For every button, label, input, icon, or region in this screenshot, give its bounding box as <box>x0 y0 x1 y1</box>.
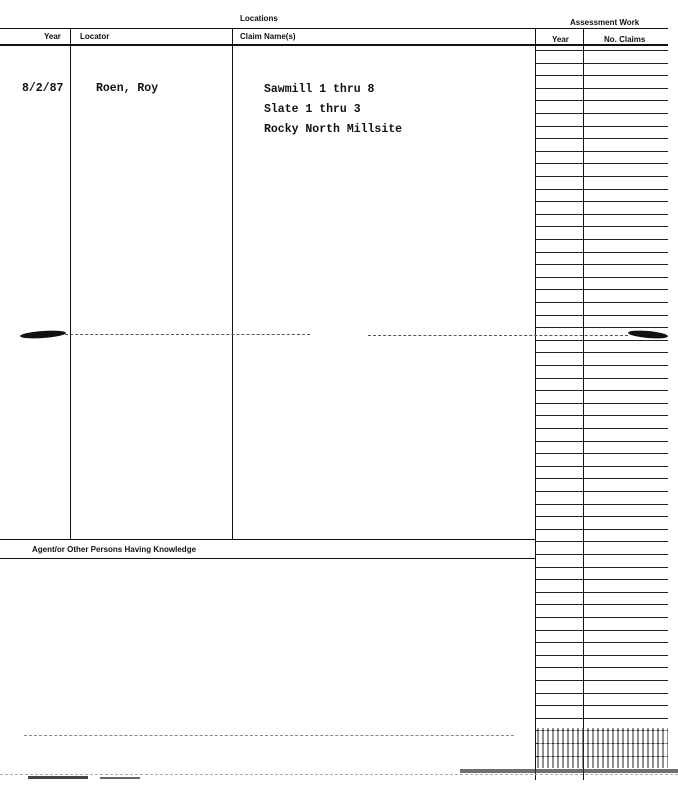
assessment-work-rule <box>536 567 668 568</box>
assessment-work-rule <box>536 403 668 404</box>
fold-line <box>60 334 310 335</box>
assessment-work-rule <box>536 428 668 429</box>
assessment-work-rule <box>536 315 668 316</box>
assessment-work-rule <box>536 415 668 416</box>
entry-claim-3: Rocky North Millsite <box>264 123 403 136</box>
assessment-work-rule <box>536 705 668 706</box>
assessment-work-rule <box>536 667 668 668</box>
assessment-work-rule <box>536 138 668 139</box>
assessment-work-rule <box>536 277 668 278</box>
assessment-work-rule <box>536 478 668 479</box>
fold-line-right <box>368 335 628 336</box>
header-bottom-rule <box>0 44 668 46</box>
agent-section-bottom-rule <box>0 558 535 559</box>
assessment-work-rule <box>536 289 668 290</box>
assessment-work-rule <box>536 579 668 580</box>
assessment-work-heading: Assessment Work <box>570 18 640 27</box>
assessment-work-rule <box>536 529 668 530</box>
assessment-work-rule <box>536 592 668 593</box>
assessment-work-rule <box>536 642 668 643</box>
assessment-work-rule <box>536 604 668 605</box>
assessment-work-rule <box>536 327 668 328</box>
locations-heading: Locations <box>240 14 278 23</box>
aw-no-claims-column-header: No. Claims <box>604 35 646 44</box>
assessment-work-rule <box>536 302 668 303</box>
assessment-work-rule <box>536 214 668 215</box>
fold-mark-left <box>20 329 66 339</box>
assessment-work-rule <box>536 352 668 353</box>
assessment-work-rule <box>536 378 668 379</box>
assessment-work-rule <box>536 100 668 101</box>
assessment-work-rule <box>536 264 668 265</box>
claim-names-column-header: Claim Name(s) <box>240 32 296 41</box>
assessment-work-rule <box>536 63 668 64</box>
assessment-work-rule <box>536 491 668 492</box>
assessment-work-rule <box>536 504 668 505</box>
assessment-work-rule <box>536 680 668 681</box>
assessment-work-rule <box>536 252 668 253</box>
entry-year: 8/2/87 <box>22 82 64 95</box>
assessment-work-rule <box>536 541 668 542</box>
assessment-work-rule <box>536 226 668 227</box>
scan-noise-bottom-right <box>537 728 668 768</box>
assessment-work-rule <box>536 176 668 177</box>
aw-year-column-header: Year <box>552 35 569 44</box>
assessment-work-rule <box>536 630 668 631</box>
assessment-work-rule <box>536 88 668 89</box>
assessment-work-rule <box>536 441 668 442</box>
assessment-work-rule <box>536 617 668 618</box>
assessment-work-rule <box>536 516 668 517</box>
assessment-work-rule <box>536 718 668 719</box>
agent-section-top-rule <box>0 539 535 540</box>
bottom-faded-line-2 <box>0 774 678 775</box>
assessment-work-rule <box>536 201 668 202</box>
divider-locator-claims <box>232 28 233 539</box>
assessment-work-rule <box>536 239 668 240</box>
assessment-work-rule <box>536 390 668 391</box>
entry-locator: Roen, Roy <box>96 82 159 95</box>
header-top-rule <box>0 28 668 29</box>
assessment-work-rule <box>536 151 668 152</box>
assessment-work-rule <box>536 554 668 555</box>
locator-column-header: Locator <box>80 32 110 41</box>
assessment-work-rule <box>536 50 668 51</box>
agent-section-label: Agent/or Other Persons Having Knowledge <box>32 545 197 554</box>
assessment-work-rule <box>536 189 668 190</box>
assessment-work-rule <box>536 113 668 114</box>
assessment-work-rule <box>536 163 668 164</box>
assessment-work-rule <box>536 75 668 76</box>
year-column-header: Year <box>44 32 61 41</box>
bottom-faded-line <box>24 735 514 736</box>
assessment-work-rule <box>536 466 668 467</box>
assessment-work-rule <box>536 365 668 366</box>
assessment-work-rule <box>536 340 668 341</box>
scan-noise-bottom-edge <box>460 769 678 773</box>
assessment-work-rule <box>536 655 668 656</box>
fold-mark-right <box>628 329 668 339</box>
entry-claim-2: Slate 1 thru 3 <box>264 103 361 116</box>
divider-year-locator <box>70 28 71 539</box>
assessment-work-rule <box>536 453 668 454</box>
entry-claim-1: Sawmill 1 thru 8 <box>264 83 375 96</box>
scan-noise-bottom-left-2 <box>100 777 140 779</box>
assessment-work-rule <box>536 126 668 127</box>
assessment-work-rule <box>536 693 668 694</box>
scan-noise-bottom-left <box>28 776 88 779</box>
